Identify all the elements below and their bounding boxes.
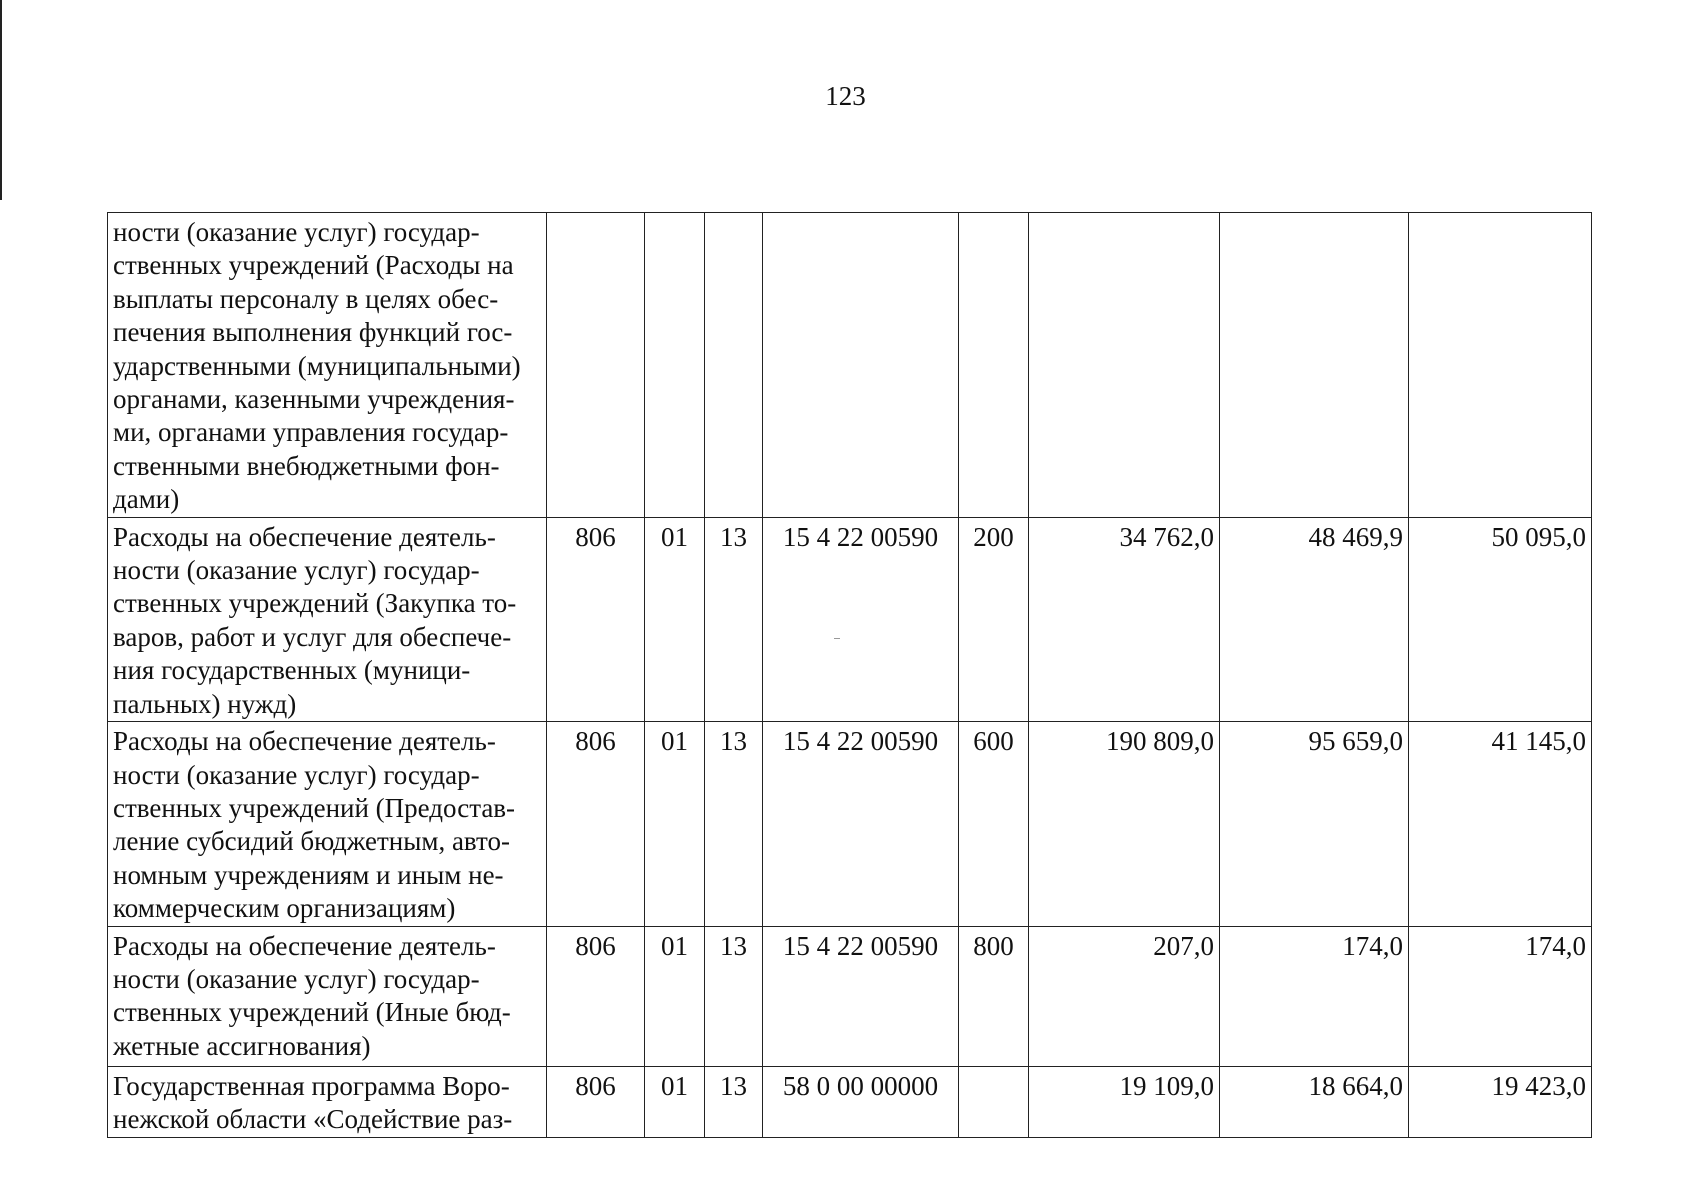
- cell-subsection: 13: [705, 517, 763, 721]
- cell-grbs: 806: [547, 517, 645, 721]
- description-line: ление субсидий бюджетным, авто-: [113, 826, 510, 857]
- description-line: ния государственных (муници-: [113, 655, 471, 686]
- description-line: Расходы на обеспечение деятель-: [113, 726, 496, 757]
- cell-target-article: 15 4 22 00590: [763, 722, 959, 926]
- table-row: [108, 213, 1592, 518]
- description-line: печения выполнения функций гос-: [113, 317, 513, 348]
- budget-table-body: [108, 213, 1592, 1138]
- cell-amount-year-3: [1409, 213, 1592, 518]
- cell-subsection: 13: [705, 1066, 763, 1137]
- description-line: Расходы на обеспечение деятель-: [113, 521, 496, 552]
- cell-amount-year-2: 48 469,9: [1220, 517, 1409, 721]
- cell-amount-year-1: 34 762,0: [1029, 517, 1220, 721]
- description-line: ности (оказание услуг) государ-: [113, 217, 480, 247]
- cell-amount-year-1: [1029, 213, 1220, 518]
- description-line: ности (оказание услуг) государ-: [113, 759, 480, 790]
- cell-target-article: 15 4 22 00590: [763, 517, 959, 721]
- description-line: дами): [113, 484, 180, 515]
- cell-amount-year-2: [1220, 213, 1409, 518]
- cell-amount-year-3: 174,0: [1409, 926, 1592, 1066]
- description-line: варов, работ и услуг для обеспече-: [113, 621, 512, 652]
- cell-amount-year-3: 50 095,0: [1409, 517, 1592, 721]
- cell-subsection: 13: [705, 926, 763, 1066]
- cell-section: 01: [645, 722, 705, 926]
- description-line: коммерческим организациям): [113, 893, 456, 924]
- description-line: ственными внебюджетными фон-: [113, 450, 500, 481]
- cell-section: 01: [645, 926, 705, 1066]
- description-line: нежской области «Содействие раз-: [113, 1103, 513, 1134]
- description-line: ности (оказание услуг) государ-: [113, 555, 480, 586]
- cell-subsection: [705, 213, 763, 518]
- description-line: ности (оказание услуг) государ-: [113, 963, 480, 994]
- cell-grbs: 806: [547, 926, 645, 1066]
- cell-amount-year-1: 190 809,0: [1029, 722, 1220, 926]
- cell-section: 01: [645, 1066, 705, 1137]
- cell-amount-year-2: 18 664,0: [1220, 1066, 1409, 1137]
- cell-section: [645, 213, 705, 518]
- cell-description: [108, 722, 547, 926]
- description-line: номным учреждениям и иным не-: [113, 859, 504, 890]
- description-line: жетные ассигнования): [113, 1030, 371, 1061]
- cell-amount-year-1: 207,0: [1029, 926, 1220, 1066]
- cell-expense-type: 800: [959, 926, 1029, 1066]
- cell-grbs: [547, 213, 645, 518]
- description-line: ственных учреждений (Расходы на: [113, 250, 514, 281]
- page-number: 123: [825, 81, 866, 111]
- cell-amount-year-3: 19 423,0: [1409, 1066, 1592, 1137]
- cell-description: [108, 926, 547, 1066]
- cell-subsection: 13: [705, 722, 763, 926]
- table-row: [108, 926, 1592, 1066]
- description-line: ми, органами управления государ-: [113, 417, 509, 448]
- description-line: ственных учреждений (Иные бюд-: [113, 997, 511, 1028]
- cell-description: [108, 517, 547, 721]
- description-line: пальных) нужд): [113, 688, 297, 719]
- cell-expense-type: 600: [959, 722, 1029, 926]
- cell-expense-type: 200: [959, 517, 1029, 721]
- cell-grbs: 806: [547, 1066, 645, 1137]
- cell-section: 01: [645, 517, 705, 721]
- table-row: [108, 1066, 1592, 1137]
- cell-expense-type: [959, 213, 1029, 518]
- description-line: ственных учреждений (Предостав-: [113, 792, 516, 823]
- cell-target-article: 58 0 00 00000: [763, 1066, 959, 1137]
- description-line: выплаты персоналу в целях обес-: [113, 283, 499, 314]
- description-line: Расходы на обеспечение деятель-: [113, 930, 496, 961]
- table-row: [108, 722, 1592, 926]
- cell-description: [108, 213, 547, 518]
- budget-table: [107, 212, 1592, 1138]
- cell-description: [108, 1066, 547, 1137]
- cell-expense-type: [959, 1066, 1029, 1137]
- description-line: Государственная программа Воро-: [113, 1070, 510, 1101]
- cell-amount-year-1: 19 109,0: [1029, 1066, 1220, 1137]
- cell-amount-year-2: 174,0: [1220, 926, 1409, 1066]
- table-row: [108, 517, 1592, 721]
- cell-target-article: 15 4 22 00590: [763, 926, 959, 1066]
- cell-grbs: 806: [547, 722, 645, 926]
- description-line: ственных учреждений (Закупка то-: [113, 588, 517, 619]
- description-line: органами, казенными учреждения-: [113, 384, 515, 415]
- description-line: ударственными (муниципальными): [113, 350, 521, 381]
- cell-target-article: [763, 213, 959, 518]
- cell-amount-year-3: 41 145,0: [1409, 722, 1592, 926]
- cell-amount-year-2: 95 659,0: [1220, 722, 1409, 926]
